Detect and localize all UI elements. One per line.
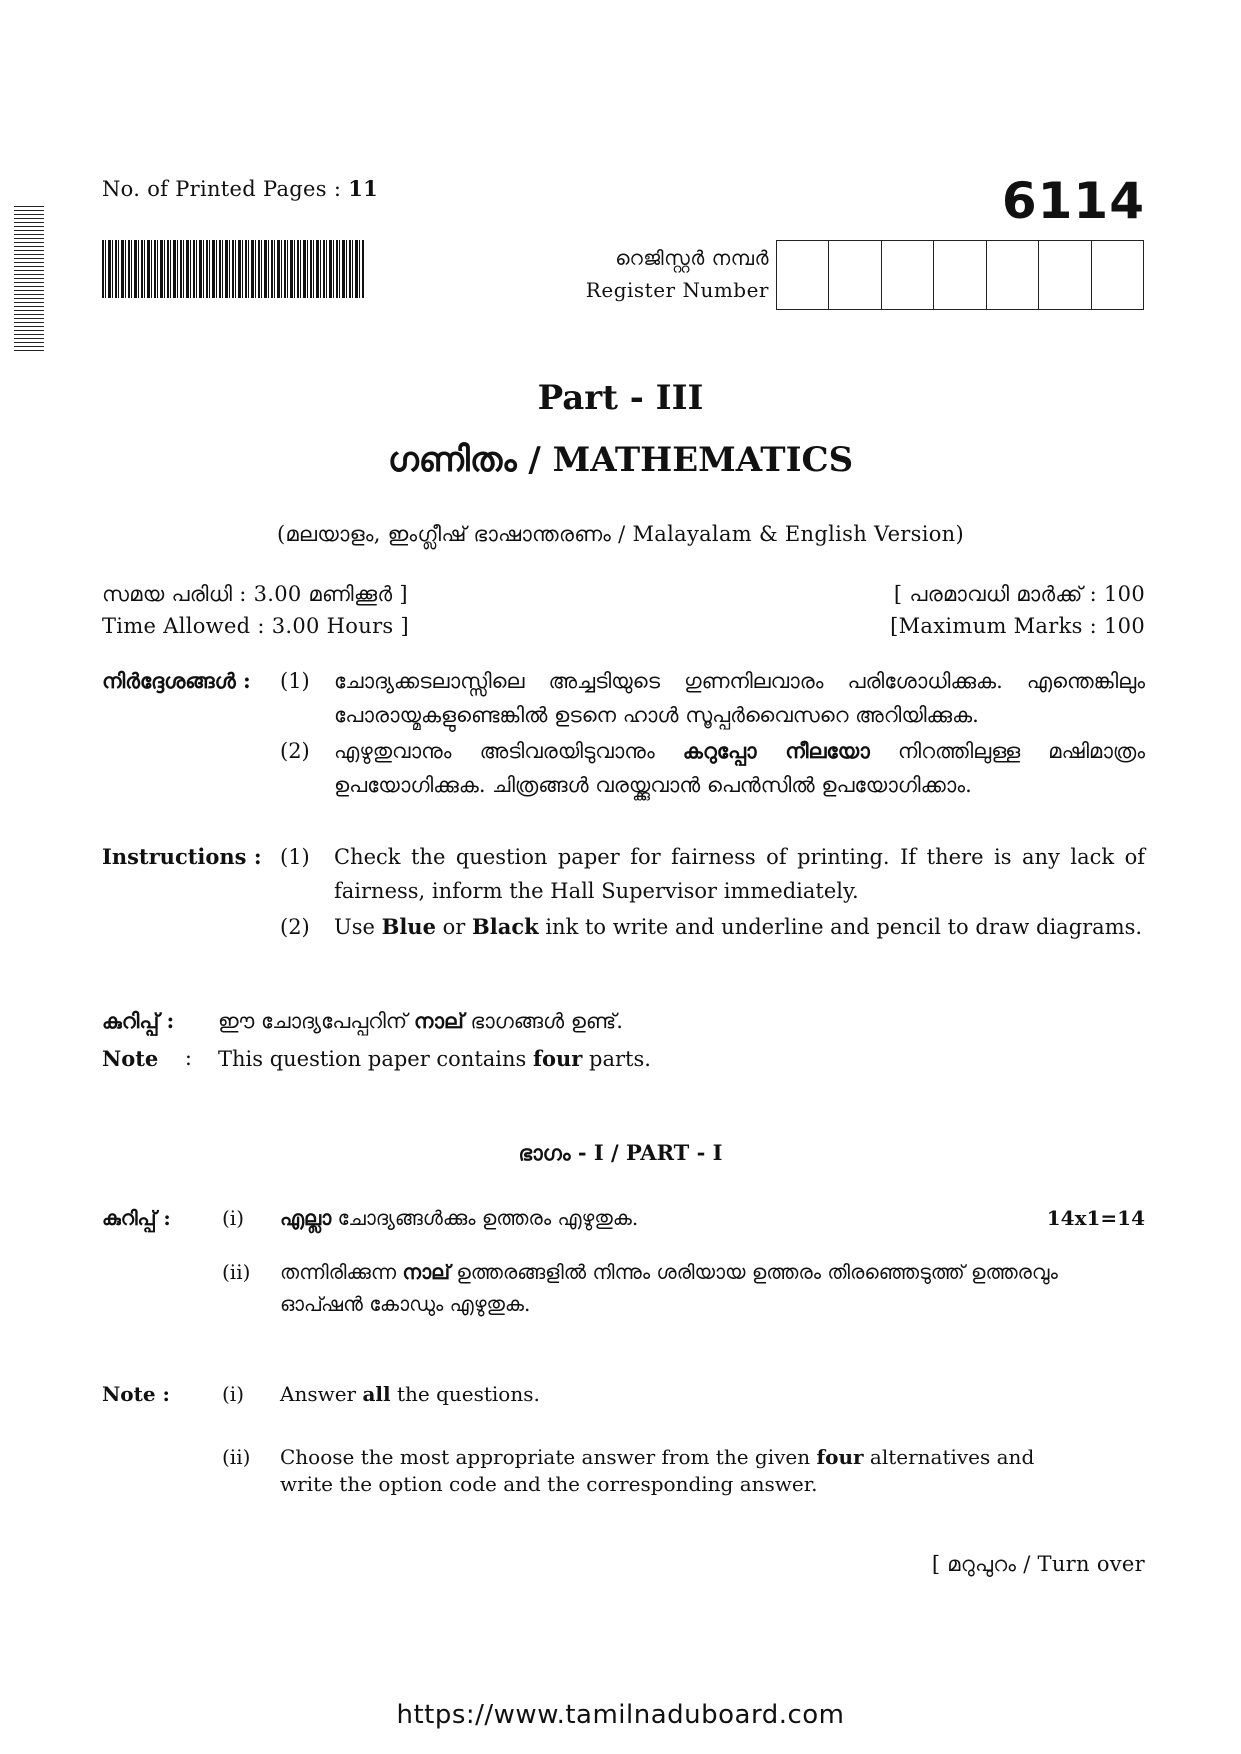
footer-url[interactable]: https://www.tamilnaduboard.com — [396, 1700, 845, 1730]
version-line: (മലയാളം, ഇംഗ്ലീഷ് ഭാഷാന്തരണം / Malayalam & English Version) — [277, 522, 964, 546]
instruction-ml-1: ചോദ്യക്കടലാസ്സിലെ അച്ചടിയുടെ ഗുണനിലവാരം പരിശോധിക്കുക. എന്തെങ്കിലും പോരായ്മകളുണ്ടെങ്കിൽ ഉടനെ ഹാൾ സൂപ്പർവൈസറെ അറിയിക്കുക. — [334, 669, 1145, 727]
printed-pages-value: 11 — [348, 176, 379, 201]
register-digit-box[interactable] — [777, 241, 829, 309]
time-allowed-ml: സമയ പരിധി : 3.00 മണിക്കൂർ ] — [102, 582, 408, 606]
register-label-ml: റെജിസ്റ്റർ നമ്പർ — [615, 246, 769, 270]
printed-pages-label: No. of Printed Pages : — [102, 177, 342, 201]
instruction-en-2: Use Blue or Black ink to write and underline and pencil to draw diagrams. — [334, 914, 1143, 939]
part-title: Part - III — [537, 378, 704, 418]
note-en: Note : This question paper contains four parts. — [102, 1046, 651, 1071]
part-one-ml-i: എല്ലാ ചോദ്യങ്ങൾക്കും ഉത്തരം എഴുതുക. — [280, 1206, 639, 1230]
item-number: (ii) — [222, 1260, 251, 1284]
note-en-label: Note — [102, 1046, 159, 1071]
note-ml — [102, 1008, 623, 1034]
part-one-ml-ii: തന്നിരിക്കുന്ന നാല് ഉത്തരങ്ങളിൽ നിന്നും ശരിയായ ഉത്തരം തിരഞ്ഞെടുത്ത് ഉത്തരവും ഓപ്ഷൻ കോഡും എഴുതുക. — [280, 1260, 1058, 1316]
register-number-boxes[interactable] — [776, 240, 1144, 310]
instructions-ml-label: നിർദ്ദേശങ്ങൾ : — [102, 668, 251, 693]
part-one-marks: 14x1=14 — [1046, 1206, 1145, 1230]
paper-code: 6114 — [1001, 172, 1145, 230]
note-en-text: This question paper contains four parts. — [218, 1046, 651, 1071]
part-one-en-i: Answer all the questions. — [280, 1382, 540, 1406]
side-barcode — [14, 206, 44, 354]
printed-pages — [102, 176, 378, 201]
item-number: (i) — [222, 1206, 245, 1230]
instruction-en-1: Check the question paper for fairness of printing. If there is any lack of fairness, inform the Hall Supervisor immediately. — [334, 845, 1145, 903]
part-one-note-ml — [102, 1202, 1145, 1320]
part-one-en-label: Note : — [102, 1382, 170, 1406]
part-one-ml-label: കുറിപ്പ് : — [102, 1206, 171, 1230]
note-ml-text: ഈ ചോദ്യപേപ്പറിന് നാല് ഭാഗങ്ങൾ ഉണ്ട്. — [218, 1008, 623, 1033]
instruction-ml-2: എഴുതുവാനും അടിവരയിടുവാനും കറുപ്പോ നീലയോ നിറത്തിലുള്ള മഷിമാത്രം ഉപയോഗിക്കുക. ചിത്രങ്ങൾ വരയ്ക്കുവാൻ പെൻസിൽ ഉപയോഗിക്കാം. — [334, 738, 1146, 797]
max-marks-ml: [ പരമാവധി മാർക്ക് : 100 — [893, 582, 1145, 606]
time-allowed-en: Time Allowed : 3.00 Hours ] — [102, 614, 409, 638]
item-number: (2) — [280, 915, 310, 939]
turn-over: [ മറുപുറം / Turn over — [931, 1552, 1145, 1576]
note-ml-label: കുറിപ്പ് : — [102, 1008, 175, 1033]
register-label-en: Register Number — [585, 278, 769, 302]
item-number: (i) — [222, 1382, 245, 1406]
item-number: (1) — [280, 845, 310, 869]
register-number-label — [586, 242, 769, 306]
register-digit-box[interactable] — [934, 241, 986, 309]
instructions-en-label: Instructions : — [102, 844, 262, 869]
register-digit-box[interactable] — [882, 241, 934, 309]
register-digit-box[interactable] — [1092, 241, 1143, 309]
max-marks-en: [Maximum Marks : 100 — [890, 614, 1145, 638]
register-digit-box[interactable] — [829, 241, 881, 309]
instructions-en — [102, 840, 1145, 944]
item-number: (ii) — [222, 1445, 251, 1469]
item-number: (1) — [280, 669, 310, 693]
register-digit-box[interactable] — [987, 241, 1039, 309]
part-one-heading: ഭാഗം - I / PART - I — [518, 1140, 723, 1165]
register-digit-box[interactable] — [1039, 241, 1091, 309]
subject-title: ഗണിതം / MATHEMATICS — [387, 440, 854, 480]
part-one-en-ii: Choose the most appropriate answer from the given four alternatives and write the option code and the corresponding answer. — [280, 1445, 1035, 1496]
instructions-ml — [102, 664, 1145, 802]
barcode — [102, 240, 364, 298]
part-one-note-en — [102, 1378, 1145, 1498]
item-number: (2) — [280, 739, 310, 763]
